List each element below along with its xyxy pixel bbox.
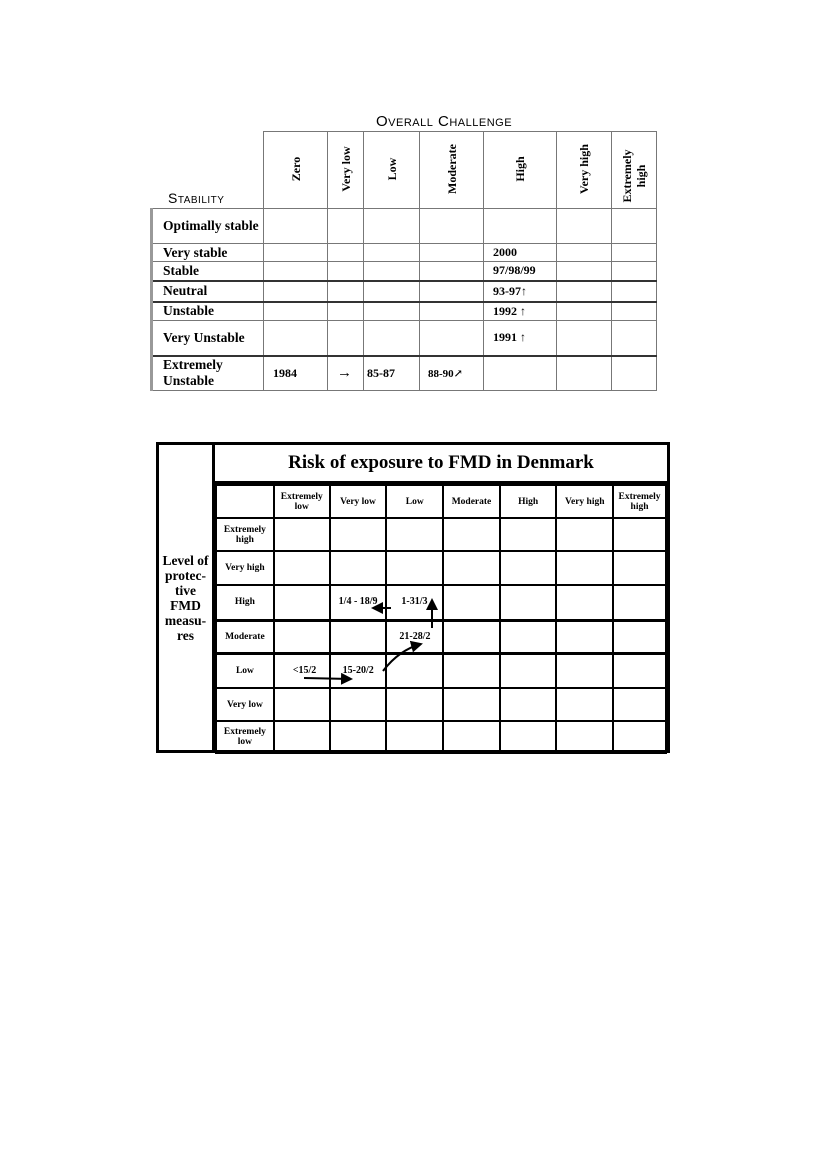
row-label: Unstable [152,302,264,321]
table-cell [328,302,364,321]
row-label: Low [216,653,274,688]
column-header: Very high [556,485,613,518]
table-cell [364,262,420,281]
table-cell: 93-97↑ [484,281,557,302]
column-header: Low [364,132,420,209]
table-cell: 15-20/2 [330,653,387,688]
table-cell: 1991 ↑ [484,321,557,356]
table-cell [612,244,657,262]
stability-label: Stability [168,190,225,206]
table-cell [500,620,557,653]
table-cell [557,321,612,356]
table-cell [556,585,613,620]
table-cell [500,551,557,585]
column-header: Extremely high [612,132,657,209]
column-header: Low [386,485,443,518]
table-cell: 1-31/3 [386,585,443,620]
fmd-risk-title: Risk of exposure to FMD in Denmark [215,445,667,484]
table-cell [613,551,666,585]
table-cell [484,209,557,244]
table-cell [328,321,364,356]
row-label: Optimally stable [152,209,264,244]
column-header: Moderate [443,485,500,518]
table-cell [330,688,387,721]
table-cell [556,721,613,753]
table-cell [386,653,443,688]
table-cell: → [328,356,364,391]
table-cell [443,518,500,551]
table-cell: 1984 [264,356,328,391]
column-header: High [500,485,557,518]
table-cell [274,620,330,653]
table-cell [386,518,443,551]
table-cell: <15/2 [274,653,330,688]
table-cell [500,688,557,721]
table-cell [557,302,612,321]
table-cell [420,302,484,321]
row-label: Extremely low [216,721,274,753]
table-cell [612,321,657,356]
table-cell [443,620,500,653]
table-cell [330,551,387,585]
table-cell [500,518,557,551]
table-cell [500,653,557,688]
table-cell [612,281,657,302]
protective-measures-label: Level of protec-tive FMD measu-res [159,445,215,750]
table-cell [443,653,500,688]
table-cell [328,281,364,302]
table-cell: 2000 [484,244,557,262]
row-label: Very low [216,688,274,721]
table-cell [264,321,328,356]
table-cell [557,244,612,262]
table-cell [612,356,657,391]
table-cell [274,585,330,620]
table-cell [264,302,328,321]
table-cell [556,620,613,653]
row-label: Very Unstable [152,321,264,356]
column-header: Very low [328,132,364,209]
column-header: Very low [330,485,387,518]
table-cell [443,688,500,721]
table-cell [274,721,330,753]
table-cell [556,653,613,688]
table-cell [420,262,484,281]
table-cell [613,721,666,753]
table-cell [386,688,443,721]
table-cell [612,302,657,321]
table-cell [364,209,420,244]
table-cell [364,302,420,321]
table-cell [557,356,612,391]
table-cell [364,244,420,262]
table-cell [613,653,666,688]
table-cell [364,321,420,356]
table-cell [330,721,387,753]
table-cell [443,585,500,620]
table-cell [274,551,330,585]
column-header: High [484,132,557,209]
table-cell [443,721,500,753]
column-header: Very high [557,132,612,209]
table-cell [328,209,364,244]
row-label: Stable [152,262,264,281]
table-cell [612,262,657,281]
table-cell [420,321,484,356]
column-header: Zero [264,132,328,209]
table-cell [386,551,443,585]
table-cell [613,585,666,620]
table-cell: 1/4 - 18/9 [330,585,387,620]
table-cell [330,620,387,653]
table-cell: 97/98/99 [484,262,557,281]
table-cell [557,262,612,281]
table-cell: 88-90↗ [420,356,484,391]
table-cell [557,281,612,302]
table-cell [613,620,666,653]
column-header: Extremely low [274,485,330,518]
corner-cell [152,132,264,209]
table-cell [274,518,330,551]
table-cell [556,518,613,551]
table-cell [443,551,500,585]
table-cell [500,585,557,620]
table-cell [328,262,364,281]
table-cell [386,721,443,753]
column-header: Extremely high [613,485,666,518]
row-label: Neutral [152,281,264,302]
table-cell [420,281,484,302]
overall-challenge-caption: Overall Challenge [376,113,513,130]
table-cell [264,262,328,281]
column-header: Moderate [420,132,484,209]
row-label: Extremely Unstable [152,356,264,391]
table-cell [328,244,364,262]
table-cell [264,209,328,244]
fmd-risk-table-frame [156,442,670,753]
row-label: Very high [216,551,274,585]
stability-challenge-table [150,131,657,391]
row-label: Moderate [216,620,274,653]
table-cell [420,244,484,262]
table-cell [420,209,484,244]
table-cell [613,518,666,551]
table-cell [556,551,613,585]
table-cell: 1992 ↑ [484,302,557,321]
table-cell [264,281,328,302]
table-cell [364,281,420,302]
table-cell: 85-87 [364,356,420,391]
fmd-risk-table [215,484,667,754]
table-cell [556,688,613,721]
table-cell [330,518,387,551]
table-cell [484,356,557,391]
table-cell [500,721,557,753]
row-label: Extremely high [216,518,274,551]
row-label: High [216,585,274,620]
table-cell [613,688,666,721]
table-cell [264,244,328,262]
row-label: Very stable [152,244,264,262]
table-cell [274,688,330,721]
table-cell [557,209,612,244]
corner-cell [216,485,274,518]
table-cell: 21-28/2 [386,620,443,653]
